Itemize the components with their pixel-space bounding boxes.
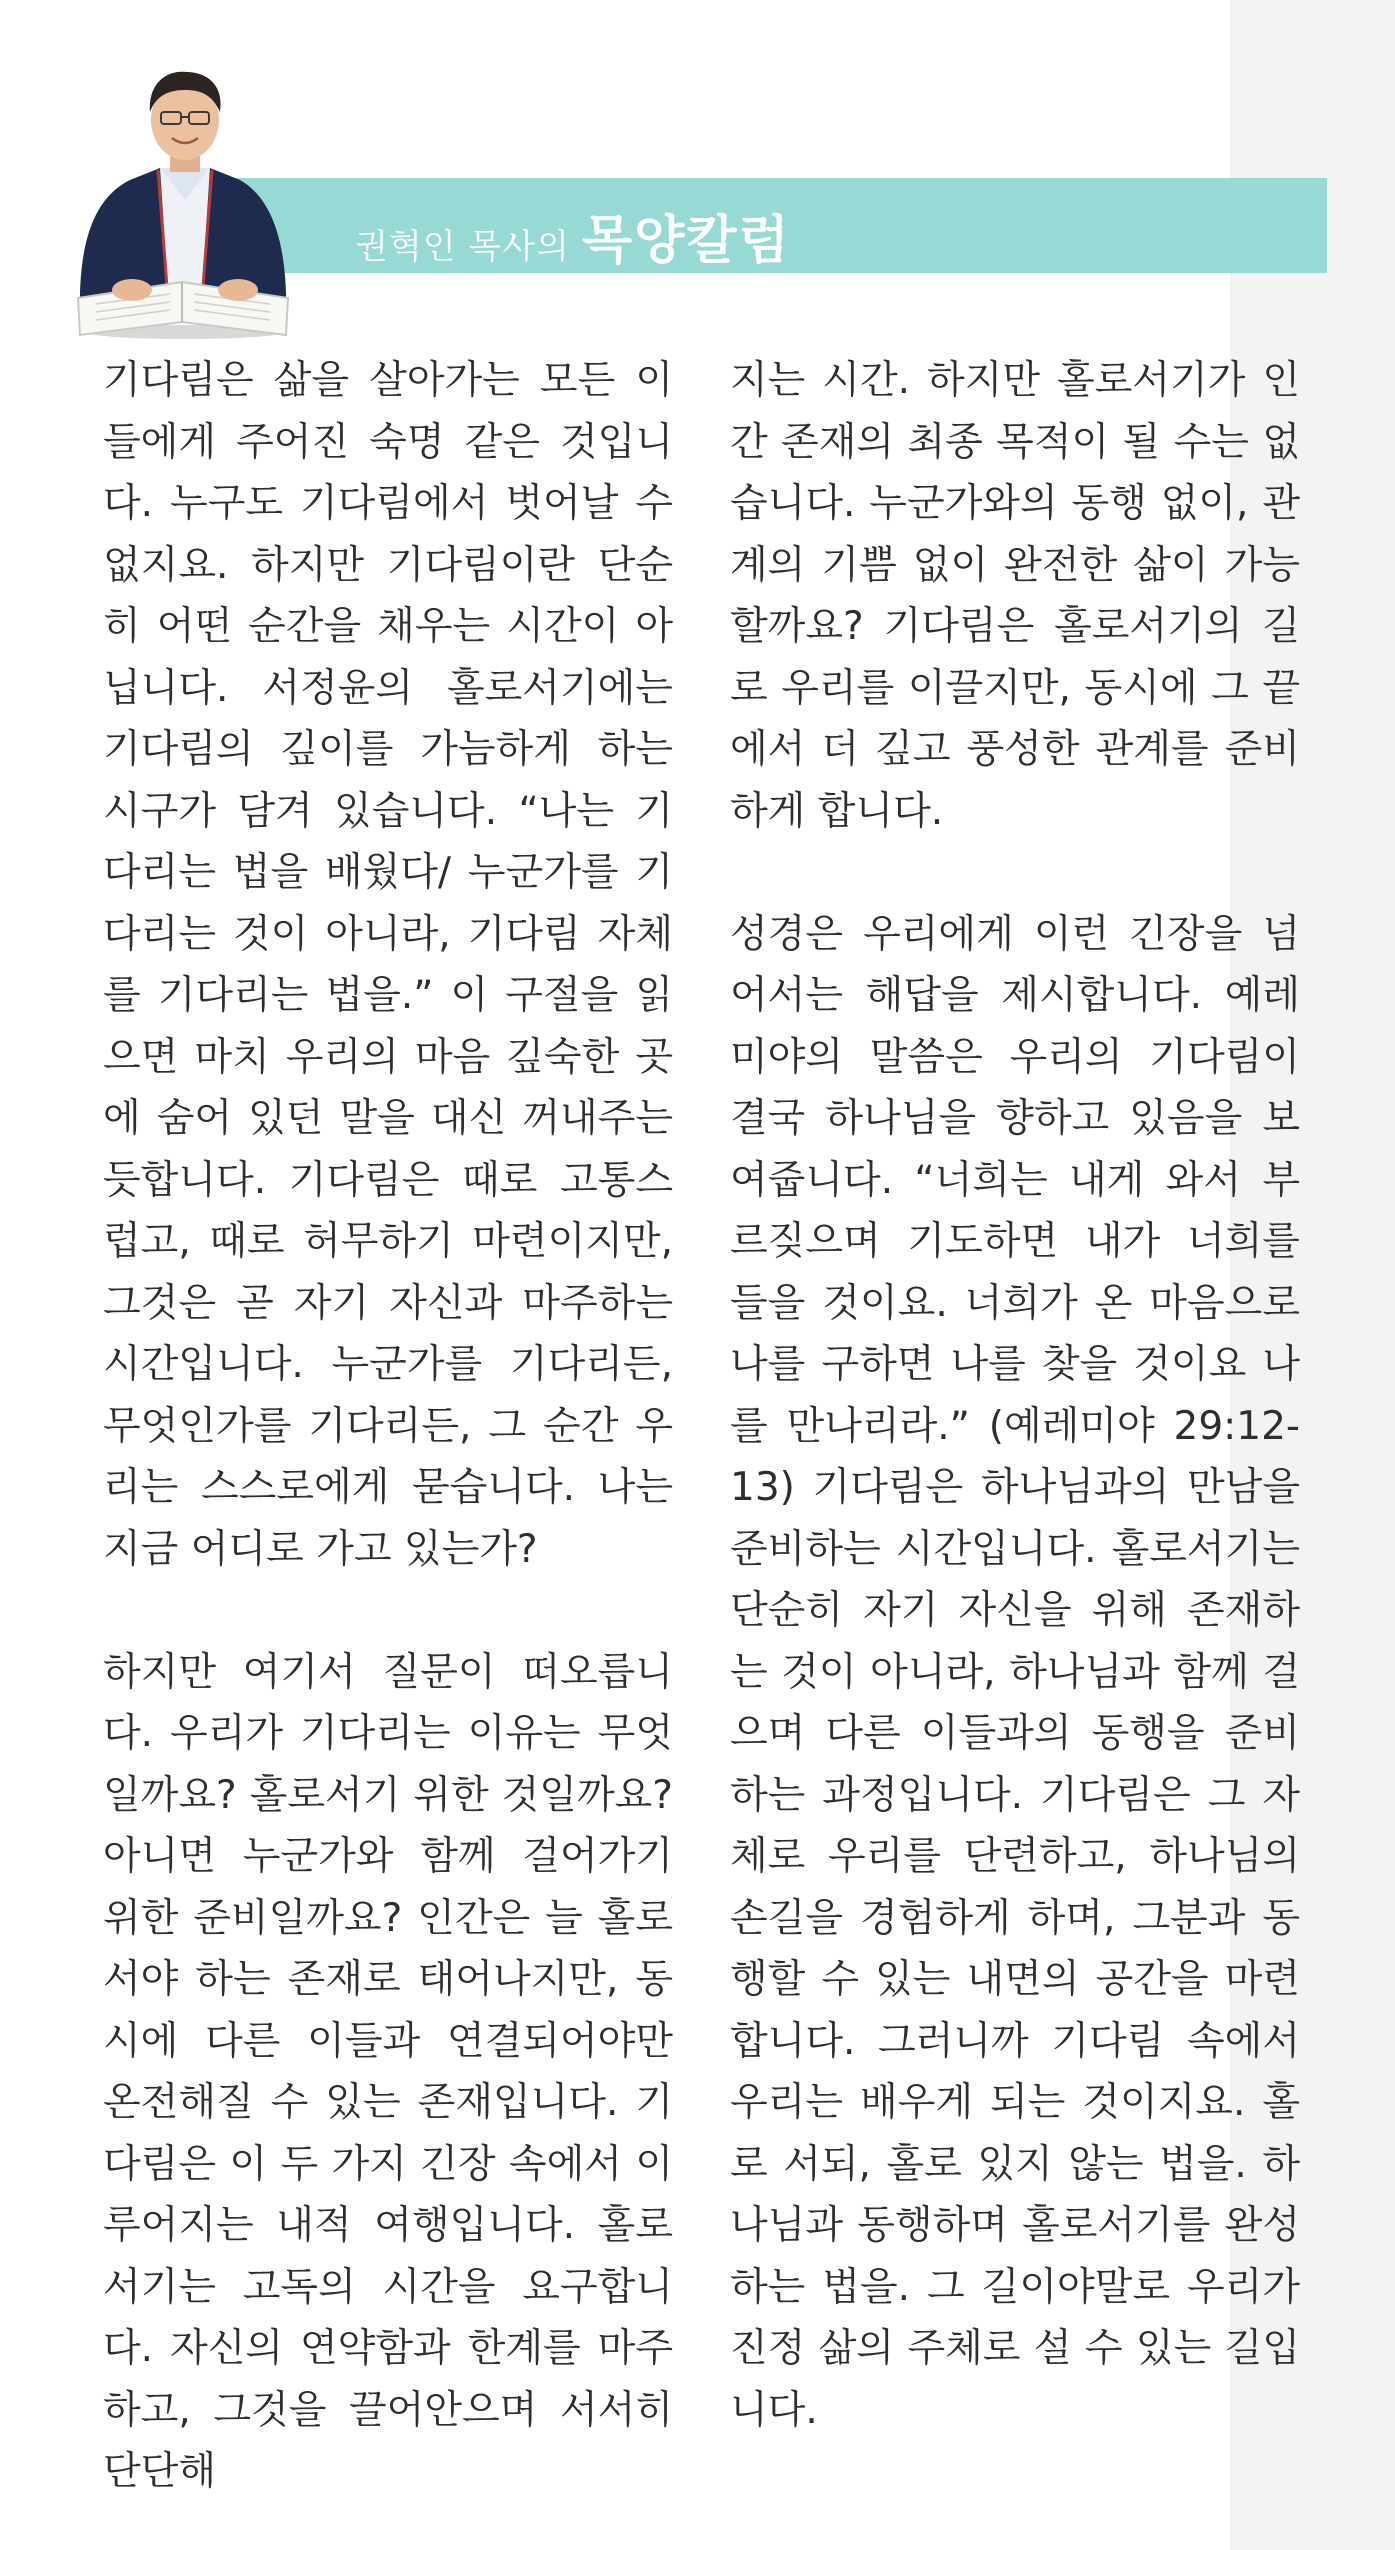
column-subtitle: 권혁인 목사의 [355, 227, 570, 267]
column-text-left [103, 350, 673, 2503]
column-text-right [730, 350, 1300, 2441]
paragraph: 지는 시간. 하지만 홀로서기가 인간 존재의 최종 목적이 될 수는 없습니다. 누군가와의 동행 없이, 관계의 기쁨 없이 완전한 삶이 가능할까요? 기다림은 홀로서기의 길로 우리를 이끌지만, 동시에 그 끝에서 더 깊고 풍성한 관계를 준비하게 합니다. [730, 358, 1300, 834]
paragraph: 하지만 여기서 질문이 떠오릅니다. 우리가 기다리는 이유는 무엇일까요? 홀로서기 위한 것일까요? 아니면 누군가와 함께 걸어가기 위한 준비일까요? 인간은 늘 홀로 서야 하는 존재로 태어나지만, 동시에 다른 이들과 연결되어야만 온전해질 수 있는 존재입니다. 기다림은 이 두 가지 긴장 속에서 이루어지는 내적 여행입니다. 홀로서기는 고독의 시간을 요구합니다. 자신의 연약함과 한계를 마주하고, 그것을 끌어안으며 서서히 단단해 [103, 1649, 673, 2494]
paragraph: 성경은 우리에게 이런 긴장을 넘어서는 해답을 제시합니다. 예레미야의 말씀은 우리의 기다림이 결국 하나님을 향하고 있음을 보여줍니다. “너희는 내게 와서 부르짖으며 기도하면 내가 너희를 들을 것이요. 너희가 온 마음으로 나를 구하면 나를 찾을 것이요 나를 만나리라.” (예레미야 29:12-13) 기다림은 하나님과의 만남을 준비하는 시간입니다. 홀로서기는 단순히 자기 자신을 위해 존재하는 것이 아니라, 하나님과 함께 걸으며 다른 이들과의 동행을 준비하는 과정입니다. 기다림은 그 자체로 우리를 단련하고, 하나님의 손길을 경험하게 하며, 그분과 동행할 수 있는 내면의 공간을 마련합니다. 그러니까 기다림 속에서 우리는 배우게 되는 것이지요. 홀로 서되, 홀로 있지 않는 법을. 하나님과 동행하며 홀로서기를 완성하는 법을. 그 길이야말로 우리가 진정 삶의 주체로 설 수 있는 길입니다. [730, 911, 1300, 2433]
paragraph: 기다림은 삶을 살아가는 모든 이들에게 주어진 숙명 같은 것입니다. 누구도 기다림에서 벗어날 수 없지요. 하지만 기다림이란 단순히 어떤 순간을 채우는 시간이 아닙니다. 서정윤의 홀로서기에는 기다림의 깊이를 가늠하게 하는 시구가 담겨 있습니다. “나는 기다리는 법을 배웠다/ 누군가를 기다리는 것이 아니라, 기다림 자체를 기다리는 법을.” 이 구절을 읽으면 마치 우리의 마음 깊숙한 곳에 숨어 있던 말을 대신 꺼내주는 듯합니다. 기다림은 때로 고통스럽고, 때로 허무하기 마련이지만, 그것은 곧 자기 자신과 마주하는 시간입니다. 누군가를 기다리든, 무엇인가를 기다리든, 그 순간 우리는 스스로에게 묻습니다. 나는 지금 어디로 가고 있는가? [103, 358, 673, 1572]
column-name: 목양칼럼 [581, 211, 791, 271]
column-title [355, 198, 791, 271]
author-portrait [60, 50, 300, 340]
